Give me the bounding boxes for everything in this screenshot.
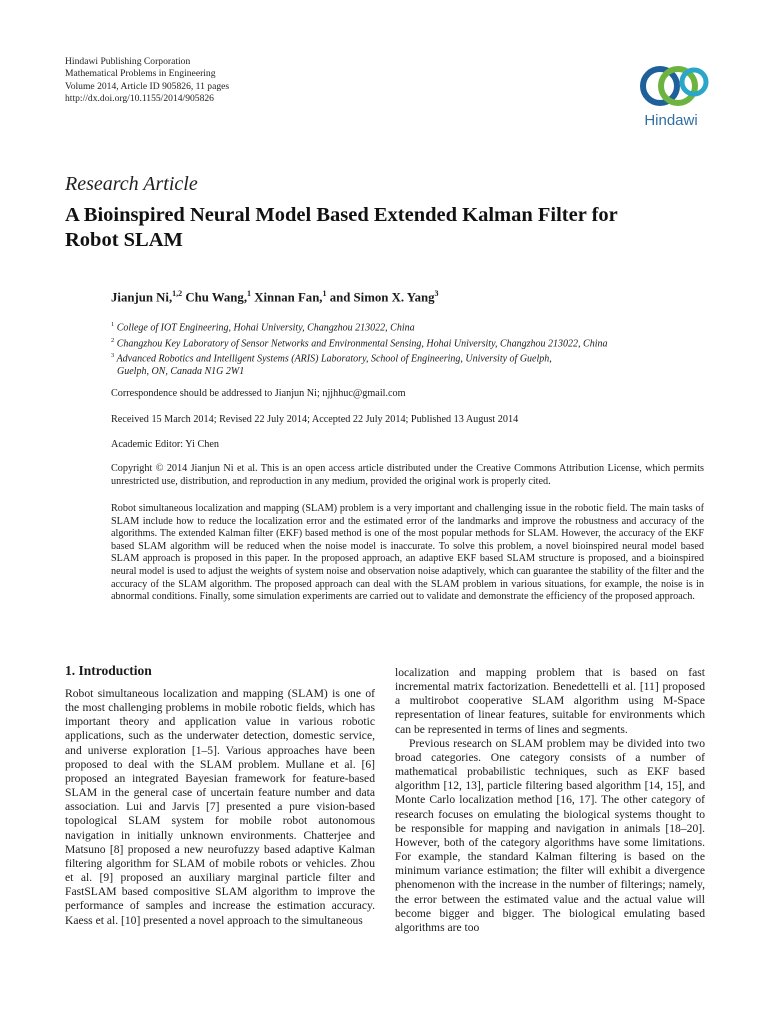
abstract-text: Robot simultaneous localization and mapping (SLAM) problem is a very important and challenging issue in the robotic field. The main tasks of SLAM include how to reduce the localization error and the estimated error of the landmarks and improve the robustness and accuracy of the algorithms. The extended Kalman filter (EKF) based method is one of the most popular methods for SLAM. However, the accuracy of the EKF based SLAM algorithm will be reduced when the noise model is inaccurate. To solve this problem, a novel bioinspired neural model based SLAM approach is proposed in this paper. In the proposed approach, an adaptive EKF based SLAM structure is proposed, and a bioinspired neural model is used to adjust the weights of system noise and observation noise adaptively, which can guarantee the stability of the filter and the accuracy of the SLAM algorithm. The proposed approach can deal with the SLAM problem in various situations, for example, the noise is in abnormal conditions. Finally, some simulation experiments are carried out to validate and demonstrate the efficiency of the proposed approach. xyxy=(111,503,704,603)
paper-title: A Bioinspired Neural Model Based Extended Kalman Filter for Robot SLAM xyxy=(65,204,618,251)
affil-number: 1 xyxy=(111,321,115,328)
author-affil-sup: 3 xyxy=(434,289,439,298)
author-name: Xinnan Fan, xyxy=(251,290,323,305)
author-affil-sup: 1 xyxy=(322,289,327,298)
affiliation-line xyxy=(111,366,607,378)
author-name: Jianjun Ni, xyxy=(111,290,173,305)
author-affil-sup: 1 xyxy=(247,289,252,298)
section-heading-introduction: 1. Introduction xyxy=(65,663,152,678)
paragraph: localization and mapping problem that is based on fast incremental matrix factorization. Benedettelli et al. [11] proposed a multirobot cooperative SLAM algorithm using M-Space representation of linear features, suitable for environments which can be represented in terms of lines and segments. xyxy=(395,666,705,736)
author-list xyxy=(111,289,439,305)
affiliation-line xyxy=(111,350,607,366)
affil-number: 3 xyxy=(111,352,115,360)
body-column-right xyxy=(395,666,705,935)
hindawi-logo-text: Hindawi xyxy=(644,112,698,129)
academic-editor-line: Academic Editor: Yi Chen xyxy=(111,439,219,450)
affiliation-line xyxy=(111,335,607,351)
journal-header xyxy=(65,56,229,106)
affil-number: 2 xyxy=(111,336,115,344)
affiliation-line xyxy=(111,319,607,335)
correspondence-line: Correspondence should be addressed to Jianjun Ni; njjhhuc@gmail.com xyxy=(111,388,406,399)
journal-line: Mathematical Problems in Engineering xyxy=(65,68,216,80)
author-name: Chu Wang, xyxy=(182,290,248,305)
affil-text: College of IOT Engineering, Hohai University, Changzhou 213022, China xyxy=(114,322,415,334)
body-column-left xyxy=(65,687,375,928)
affil-text: Changzhou Key Laboratory of Sensor Networks and Environmental Sensing, Hohai University, Changzhou 213022, China xyxy=(114,338,608,350)
affiliations xyxy=(111,319,607,379)
hindawi-rings-logo-icon xyxy=(636,58,714,114)
publisher-line: Hindawi Publishing Corporation xyxy=(65,56,191,67)
author-affil-sup: 1,2 xyxy=(172,289,183,298)
doi-link[interactable]: http://dx.doi.org/10.1155/2014/905826 xyxy=(65,93,214,105)
volume-line: Volume 2014, Article ID 905826, 11 pages xyxy=(65,80,230,92)
paragraph: Previous research on SLAM problem may be divided into two broad categories. One category consists of a number of mathematical probabilistic techniques, such as EKF based algorithm [12, 13], particle filtering based algorithm [14, 15], and Monte Carlo localization method [16, 17]. The other category of research focuses on emulating the biological systems thought to be responsible for mapping and navigation in animals [18–20]. However, both of the category algorithms have some limitations. For example, the standard Kalman filtering is based on the minimum variance estimation; the filter will exhibit a divergence phenomenon with the increase in the number of filterings; namely, the error between the estimated value and the actual value will become bigger and bigger. The biological emulating based algorithms are too xyxy=(395,736,705,934)
article-type: Research Article xyxy=(65,173,198,195)
copyright-notice: Copyright © 2014 Jianjun Ni et al. This is an open access article distributed under the Creative Commons Attribution License, which permits unrestricted use, distribution, and reproduction in any medium, provided the original work is properly cited. xyxy=(111,463,704,487)
affil-text: Advanced Robotics and Intelligent Systems (ARIS) Laboratory, School of Engineering, University of Guelph, xyxy=(114,353,552,365)
author-name: and Simon X. Yang xyxy=(326,290,435,305)
paragraph: Robot simultaneous localization and mapping (SLAM) is one of the most challenging problems in mobile robotic fields, which has important theory and application value in various robotic applications, such as the underwater detection, domestic service, and universe exploration [1–5]. Various approaches have been proposed to deal with the SLAM problem. Mullane et al. [6] proposed an integrated Bayesian framework for feature-based SLAM in the general case of uncertain feature number and data association. Lui and Jarvis [7] presented a pure vision-based topological SLAM system for mobile robot autonomous navigation in initially unknown environments. Chatterjee and Matsuno [8] proposed a new neurofuzzy based adaptive Kalman filtering algorithm for SLAM of mobile robots or vehicles. Zhou et al. [9] proposed an auxiliary marginal particle filter and FastSLAM based compositive SLAM algorithm to improve the performance of samples and increase the estimation accuracy. Kaess et al. [10] presented a novel approach to the simultaneous xyxy=(65,687,375,927)
affil-text: Guelph, ON, Canada N1G 2W1 xyxy=(117,366,245,378)
dates-line: Received 15 March 2014; Revised 22 July 2014; Accepted 22 July 2014; Published 13 August 2014 xyxy=(111,414,519,425)
